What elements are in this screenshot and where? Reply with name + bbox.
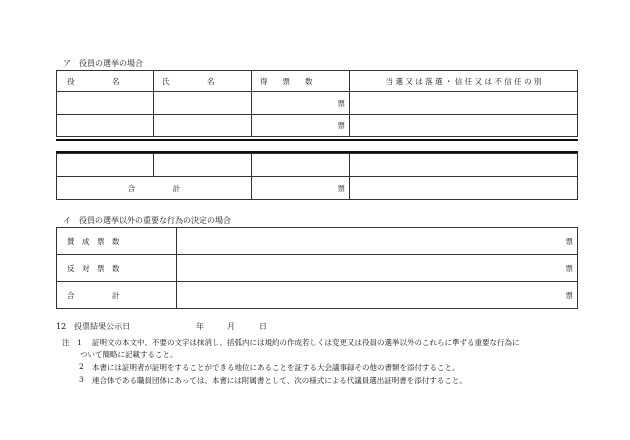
votes-cell[interactable] (252, 92, 350, 115)
votes-cell[interactable] (252, 115, 350, 137)
total-label: 合 計 (57, 177, 252, 200)
total-result-cell[interactable] (350, 177, 578, 200)
name-cell[interactable] (154, 92, 252, 115)
section-a-title: ア 役員の選挙の場合 (63, 59, 143, 68)
table-row (57, 92, 578, 115)
table-row (57, 115, 578, 137)
note-1-text-cont: ついて簡略に記載すること。 (80, 350, 178, 359)
note-3-number: 3 (79, 375, 84, 384)
votes-cell[interactable] (252, 154, 350, 177)
decision-table (56, 227, 578, 309)
header-result: 当 選 又 は 落 選 ・ 信 任 又 は 不 信 任 の 別 (350, 71, 578, 92)
note-2-number: 2 (79, 362, 84, 371)
vote-unit: 票 (337, 183, 345, 193)
note-3-text: 連合体である職員団体にあっては、本書には附属書として、次の様式による代議員選出証明書を添付すること。 (92, 376, 467, 385)
decision-value-cell[interactable]: 票 (177, 255, 578, 282)
decision-value-cell[interactable]: 票 (177, 228, 578, 255)
vote-unit: 票 (337, 121, 345, 130)
note-2-text: 本書には証明者が証明をすることができる地位にあることを証する大会議事録その他の書類を添付すること。 (92, 363, 460, 372)
note-1-text: 証明文の本文中、不要の文字は抹消し、括弧内には規約の作成若しくは変更又は役員の選挙以外のこれらに準ずる重要な行為に (92, 338, 520, 347)
table-row (57, 154, 578, 177)
note-1-number: 注 1 (62, 338, 82, 347)
header-position: 役 名 (57, 71, 154, 92)
total-votes-cell[interactable] (252, 177, 350, 200)
result-cell[interactable] (350, 115, 578, 137)
announcement-date-label: 12 投票結果公示日 (56, 322, 131, 331)
table-row (57, 282, 578, 309)
result-cell[interactable] (350, 92, 578, 115)
announcement-year: 年 (196, 322, 204, 331)
table-row (57, 228, 578, 255)
header-name: 氏 名 (154, 71, 252, 92)
name-cell[interactable] (154, 154, 252, 177)
vote-unit: 票 (337, 98, 345, 108)
result-cell[interactable] (350, 154, 578, 177)
total-row (57, 177, 578, 200)
name-cell[interactable] (154, 115, 252, 137)
election-table (56, 70, 578, 137)
decision-value-cell[interactable]: 票 (177, 282, 578, 309)
position-cell[interactable] (57, 115, 154, 137)
table-row (57, 255, 578, 282)
position-cell[interactable] (57, 154, 154, 177)
announcement-month: 月 (227, 322, 235, 331)
position-cell[interactable] (57, 92, 154, 115)
table-break-line-top (56, 139, 578, 141)
announcement-day: 日 (259, 322, 267, 331)
header-votes: 得 票 数 (252, 71, 350, 92)
decision-label-cell: 合 計 (57, 282, 177, 309)
election-table-continued (56, 153, 578, 200)
election-table-header-row (57, 71, 578, 92)
section-b-title: イ 役員の選挙以外の重要な行為の決定の場合 (63, 216, 231, 225)
decision-label-cell: 反 対 票 数 (57, 255, 177, 282)
decision-label-cell: 賛 成 票 数 (57, 228, 177, 255)
